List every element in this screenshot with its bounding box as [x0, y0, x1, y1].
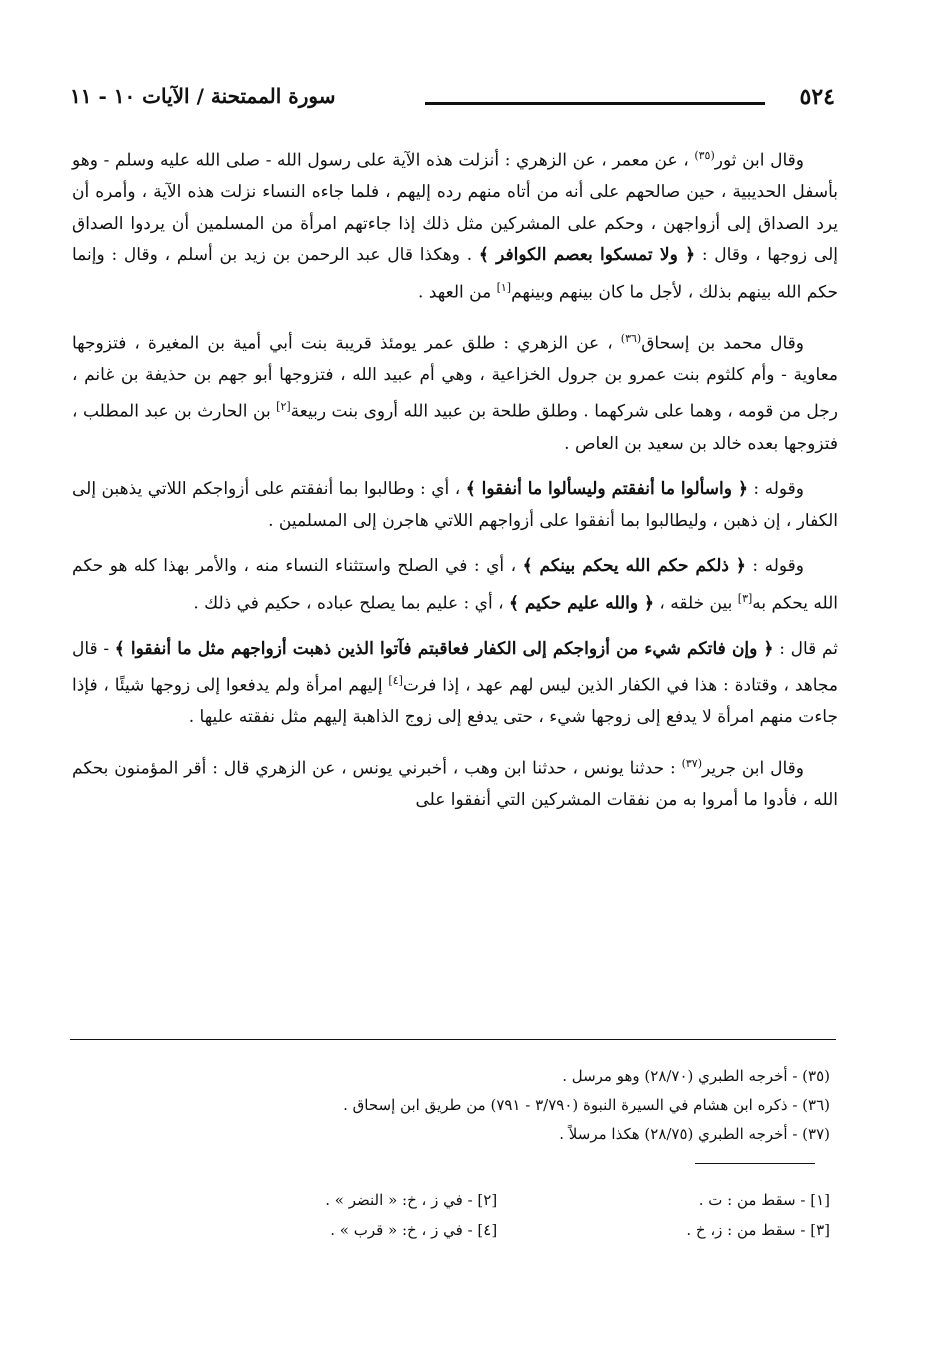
- footnote-separator: [70, 1039, 836, 1040]
- text-segment: إليهم امرأة ولم يدفعوا إلى زوجها شيئًا ، فإذا جاءت منهم امرأة لا يدفع إلى زوجها شيء ، حتى يدفع إلى زوج الذاهبة إليهم مثل نفقته عليها .: [72, 675, 838, 728]
- reference-marker: (٣٥): [694, 149, 715, 162]
- variant-note: [١] - سقط من : ت .: [698, 1191, 830, 1209]
- footnotes: [150, 1062, 830, 1149]
- text-segment: من العهد .: [418, 282, 497, 303]
- text-segment: بن الحارث بن عبد المطلب ، فتزوجها بعده خالد بن سعيد بن العاص .: [72, 402, 838, 454]
- text-segment: ، أي : في الصلح واستثناء النساء منه ، والأمر بهذا كله هو حكم الله يحكم به: [72, 556, 838, 614]
- text-segment: بين خلقه ،: [654, 593, 738, 614]
- text-segment: وقوله :: [745, 556, 805, 577]
- text-segment: ، أي : وطالبوا بما أنفقتم على أزواجكم اللاتي يذهبن إلى الكفار ، إن ذهبن ، وليطالبوا بما أنفقوا على أزواجهم اللاتي هاجرن إلى المسلمين .: [72, 479, 838, 531]
- running-title: سورة الممتحنة / الآيات ١٠ - ١١: [70, 84, 336, 108]
- quran-quote: ﴿ والله عليم حكيم ﴾: [508, 593, 654, 614]
- reference-marker: [١]: [496, 280, 512, 294]
- reference-marker: (٣٧): [681, 756, 702, 770]
- main-text: [72, 140, 838, 831]
- text-segment: وقال ابن ثور: [714, 150, 804, 171]
- paragraph: [72, 634, 838, 734]
- manuscript-variants: [190, 1185, 830, 1245]
- quran-quote: ﴿ وإن فاتكم شيء من أزواجكم إلى الكفار فعاقبتم فآتوا الذين ذهبت أزواجهم مثل ما أنفقوا ﴾: [114, 638, 774, 659]
- paragraph: [72, 551, 838, 620]
- text-segment: وقوله :: [747, 479, 804, 500]
- quran-quote: ﴿ ولا تمسكوا بعصم الكوافر ﴾: [478, 245, 696, 266]
- paragraph: [72, 748, 838, 817]
- variant-row: [190, 1185, 830, 1215]
- paragraph: [72, 140, 838, 309]
- reference-marker: (٣٦): [620, 331, 642, 345]
- text-segment: وقال محمد بن إسحاق: [641, 333, 804, 354]
- text-segment: ثم قال :: [773, 638, 838, 659]
- header-rule: [425, 102, 765, 105]
- variant-row: [190, 1215, 830, 1245]
- paragraph: [72, 474, 838, 537]
- text-segment: وقال ابن جرير: [702, 758, 804, 779]
- footnote: (٣٧) - أخرجه الطبري (٢٨/٧٥) هكذا مرسلاً .: [559, 1125, 830, 1143]
- quran-quote: ﴿ ذلكم حكم الله يحكم بينكم ﴾: [522, 556, 746, 577]
- variant-note: [٤] - في ز ، خ: « قرب » .: [330, 1221, 498, 1239]
- page-number: ٥٢٤: [799, 84, 835, 110]
- text-segment: . وهكذا قال عبد الرحمن بن زيد بن أسلم ، وقال : وإنما حكم الله بينهم بذلك ، لأجل ما كان بينهم وبينهم: [72, 245, 838, 303]
- variant-note: [٣] - سقط من : ز، خ .: [686, 1221, 830, 1239]
- footnote: (٣٥) - أخرجه الطبري (٢٨/٧٠) وهو مرسل .: [562, 1067, 830, 1085]
- text-segment: ، عن الزهري : طلق عمر يومئذ قريبة بنت أبي أمية بن المغيرة ، فتزوجها معاوية - وأم كلثوم بنت عمرو بن جرول الخزاعية ، وهي أم عبيد الله ، فتزوجها أبو جهم بن حذيفة بن غانم ، رجل من قومه ، وهما على شركهما . وطلق طلحة بن عبيد الله أروى بنت ربيعة: [72, 333, 838, 423]
- reference-marker: [٣]: [737, 591, 753, 605]
- reference-marker: [٤]: [388, 674, 403, 688]
- footnote: (٣٦) - ذكره ابن هشام في السيرة النبوة (٣/٧٩٠ - ٧٩١) من طريق ابن إسحاق .: [343, 1096, 830, 1114]
- variants-separator: [695, 1163, 815, 1164]
- quran-quote: ﴿ واسألوا ما أنفقتم وليسألوا ما أنفقوا ﴾: [465, 479, 748, 500]
- text-segment: - قال مجاهد ، وقتادة : هذا في الكفار الذين ليس لهم عهد ، إذا فرت: [72, 638, 838, 696]
- reference-marker: [٢]: [276, 400, 291, 414]
- text-segment: ، عن معمر ، عن الزهري : أنزلت هذه الآية على رسول الله - صلى الله عليه وسلم - وهو بأسفل الحديبية ، حين صالحهم على أنه من أتاه منهم رده إليهم ، فلما جاءه النساء نزلت هذه الآية ، وأمره أن يرد الصداق إلى أزواجهن ، وحكم على المشركين مثل ذلك إذا جاءتهم امرأة من المسلمين أن يردوا الصداق إلى زوجها ، وقال :: [72, 150, 838, 266]
- text-segment: : حدثنا يونس ، حدثنا ابن وهب ، أخبرني يونس ، عن الزهري قال : أقر المؤمنون بحكم الله ، فأدوا ما أمروا به من نفقات المشركين التي أنفقوا على: [72, 758, 838, 811]
- paragraph: [72, 323, 838, 460]
- page-header: [70, 84, 835, 118]
- text-segment: ، أي : عليم بما يصلح عباده ، حكيم في ذلك .: [193, 593, 509, 614]
- variant-note: [٢] - في ز ، خ: « النضر » .: [325, 1191, 498, 1209]
